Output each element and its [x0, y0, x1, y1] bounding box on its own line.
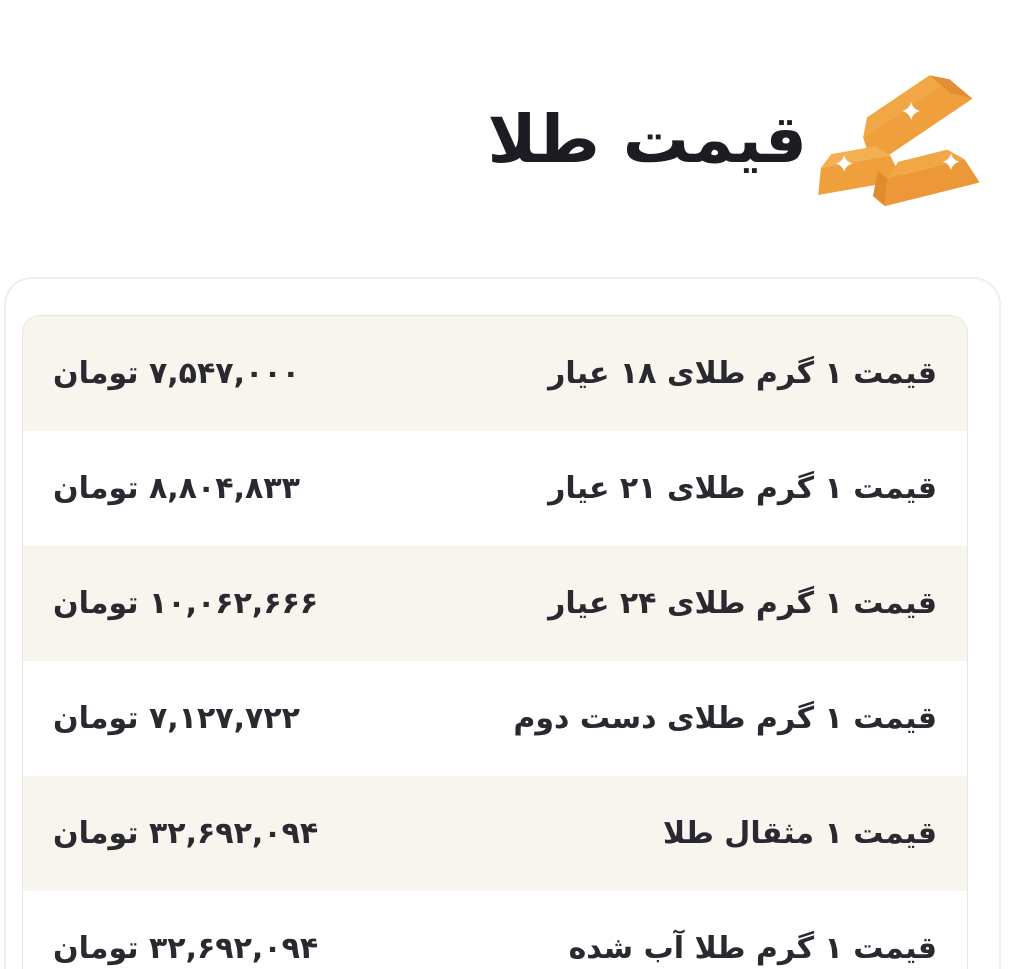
price-row-label: قیمت ۱ گرم طلای ۲۱ عیار: [548, 471, 937, 506]
price-row-value: ۳۲,۶۹۲,۰۹۴ تومان: [53, 931, 319, 966]
gold-bars-icon: [817, 67, 989, 213]
price-row-label: قیمت ۱ گرم طلای ۲۴ عیار: [548, 586, 937, 621]
price-row-24k: [23, 546, 967, 661]
gold-price-table: [22, 315, 968, 969]
price-row-21k: [23, 431, 967, 546]
price-row-value: ۷,۵۴۷,۰۰۰ تومان: [53, 356, 300, 391]
price-row-secondhand: [23, 661, 967, 776]
price-row-value: ۱۰,۰۶۲,۶۶۶ تومان: [53, 586, 319, 621]
price-row-label: قیمت ۱ گرم طلای دست دوم: [513, 701, 937, 736]
price-row-label: قیمت ۱ گرم طلا آب شده: [568, 931, 937, 966]
price-row-18k: [23, 316, 967, 431]
price-row-mesghal: [23, 776, 967, 891]
price-row-label: قیمت ۱ مثقال طلا: [662, 816, 937, 851]
price-row-value: ۸,۸۰۴,۸۳۳ تومان: [53, 471, 300, 506]
header: [0, 0, 1013, 240]
price-row-melted: [23, 891, 967, 969]
price-row-value: ۳۲,۶۹۲,۰۹۴ تومان: [53, 816, 319, 851]
price-card: [4, 277, 1001, 969]
price-row-value: ۷,۱۲۷,۷۲۲ تومان: [53, 701, 300, 736]
price-row-label: قیمت ۱ گرم طلای ۱۸ عیار: [548, 356, 937, 391]
page-title: قیمت طلا: [487, 101, 807, 179]
